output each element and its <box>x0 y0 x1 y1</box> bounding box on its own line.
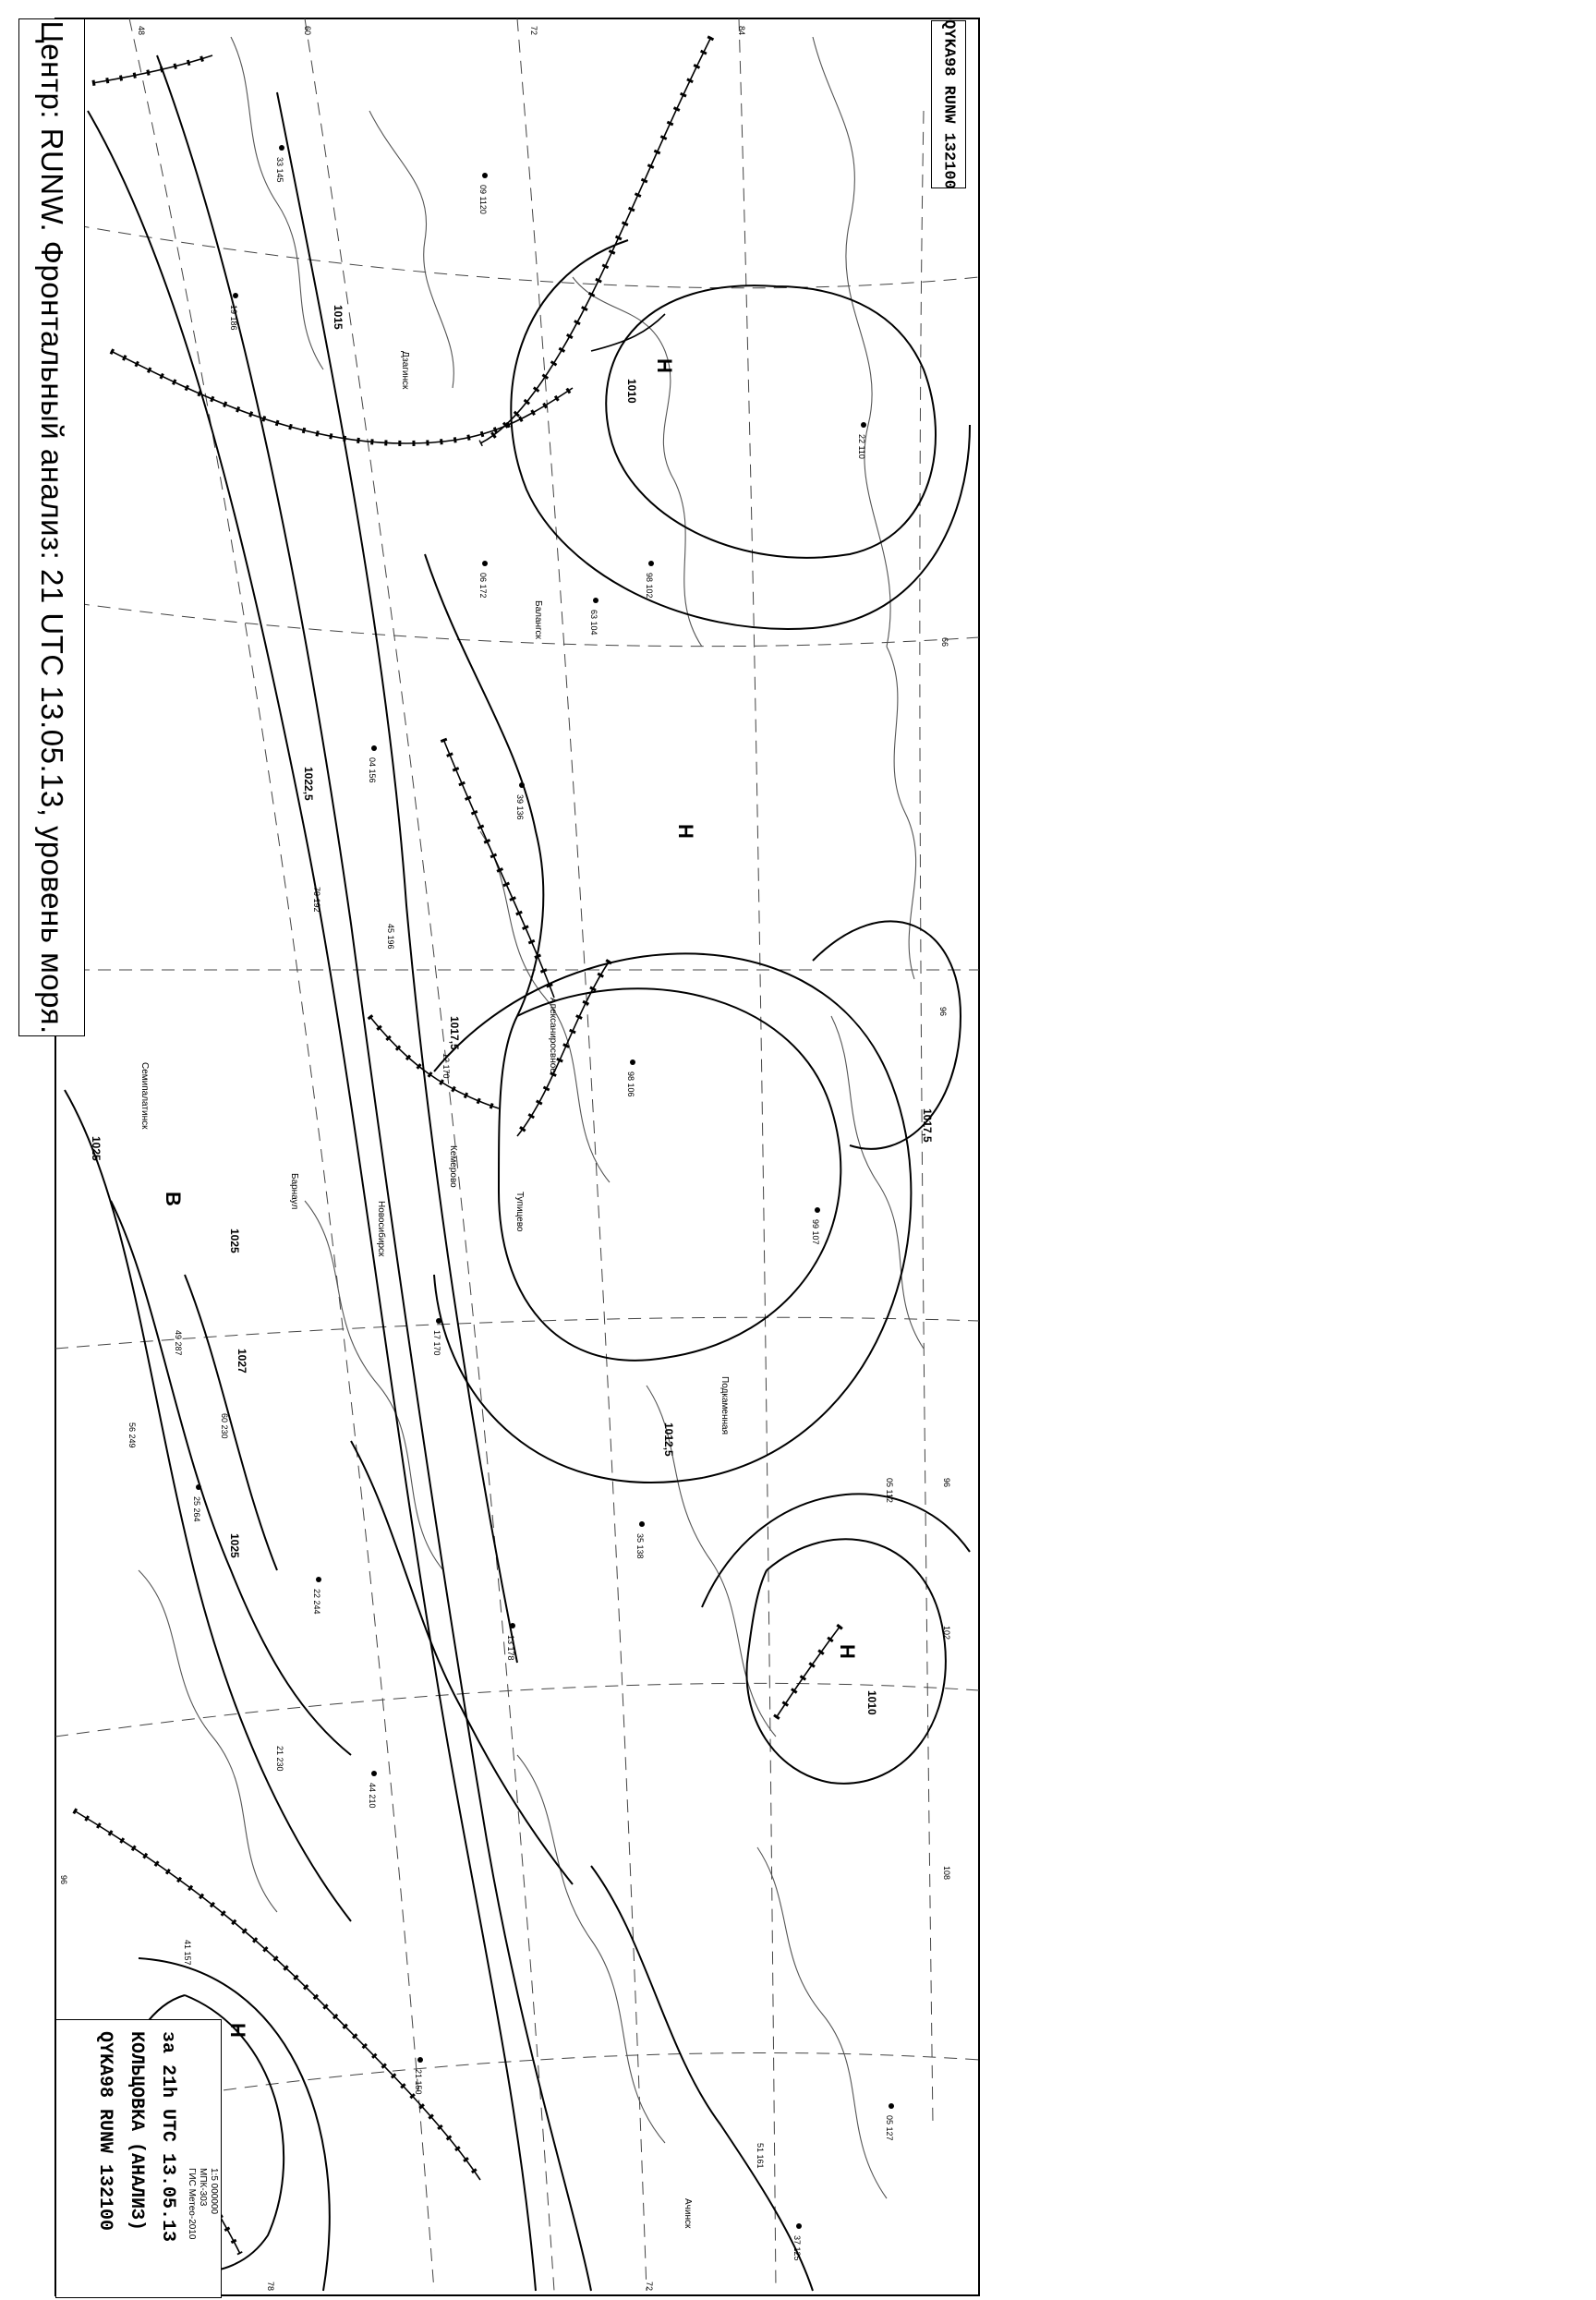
station-marker <box>233 293 238 298</box>
grid-label: 60 <box>303 26 312 36</box>
isobar-label: 1027 <box>236 1349 248 1374</box>
station-marker <box>417 2057 423 2063</box>
grid-label: 96 <box>59 1875 68 1885</box>
station-plot: 22 110 <box>857 434 866 459</box>
pressure-center-high: В <box>162 1192 185 1206</box>
station-plot: 25 264 <box>192 1496 201 1522</box>
station-marker <box>279 145 284 151</box>
pressure-center-low: Н <box>674 824 697 839</box>
station-plot: 21 230 <box>275 1746 284 1772</box>
grid-label: 48 <box>137 26 146 36</box>
city-label: Тупицево <box>514 1192 525 1232</box>
station-plot: 06 172 <box>478 573 488 599</box>
city-label: Кемерово <box>448 1145 458 1188</box>
isobar-label: 1017,5 <box>448 1016 461 1050</box>
info-format: МПК-303 <box>198 2168 208 2207</box>
station-plot: 19 186 <box>229 305 238 331</box>
station-plot: 13 178 <box>506 1635 515 1661</box>
station-plot: 37 125 <box>792 2235 802 2261</box>
pressure-center-low: Н <box>836 1644 859 1659</box>
station-marker <box>593 598 598 603</box>
info-scale: 1:5 000000 <box>209 2168 219 2215</box>
isobar-label: 1015 <box>332 305 345 330</box>
info-code: QYKA98 RUNW 132100 <box>94 2031 115 2232</box>
city-label: Балангск <box>533 600 543 639</box>
station-marker <box>371 745 377 751</box>
station-marker <box>648 561 654 566</box>
station-plot: 51 161 <box>756 2143 765 2169</box>
grid-label: 96 <box>942 1478 951 1488</box>
city-label: Ачинск <box>683 2198 693 2229</box>
station-plot: 70 192 <box>312 887 321 913</box>
isobar-label: 1025 <box>228 1229 241 1253</box>
station-marker <box>889 2103 894 2109</box>
station-plot: 60 230 <box>220 1413 229 1439</box>
city-label: Апексаниросвное <box>548 998 558 1073</box>
station-marker <box>639 1521 645 1527</box>
station-marker <box>196 1484 201 1490</box>
isobar-label: 1010 <box>625 379 638 404</box>
station-plot: 39 136 <box>515 794 525 820</box>
isobar-label: 1025 <box>90 1136 103 1161</box>
station-marker <box>316 1577 321 1582</box>
station-marker <box>519 782 525 788</box>
station-marker <box>436 1318 441 1324</box>
isobar-label: 1017,5 <box>921 1108 934 1143</box>
header-code: QYKA98 RUNW 132100 <box>939 19 958 189</box>
isobar-label: 1012,5 <box>662 1422 675 1457</box>
station-plot: 41 157 <box>183 1940 192 1966</box>
info-product: КОЛЬЦОВКА (АНАЛИЗ) <box>126 2031 147 2232</box>
pressure-center-low: Н <box>653 358 676 373</box>
city-label: Подкаменная <box>719 1376 730 1434</box>
station-plot: 49 287 <box>174 1330 183 1356</box>
info-software: ГИС Метео-2010 <box>187 2168 197 2240</box>
station-plot: 17 170 <box>432 1330 441 1356</box>
station-plot: 63 104 <box>589 610 598 636</box>
station-plot: 05 112 <box>885 1478 894 1503</box>
station-plot: 99 107 <box>811 1219 820 1245</box>
station-marker <box>482 173 488 178</box>
station-plot: 56 249 <box>127 1422 137 1448</box>
station-marker <box>815 1207 820 1213</box>
station-plot: 33 145 <box>275 157 284 183</box>
product-info-box <box>55 2019 222 2298</box>
grid-label: 72 <box>645 2282 654 2292</box>
grid-label: 108 <box>942 1866 951 1881</box>
station-plot: 98 106 <box>626 1071 635 1097</box>
station-plot: 05 127 <box>885 2115 894 2141</box>
station-marker <box>796 2223 802 2229</box>
grid-label: 102 <box>942 1626 951 1640</box>
grid-label: 72 <box>529 26 538 36</box>
map-title: Центр: RUNW. Фронтальный анализ: 21 UTC 13.05.13, уровень моря. <box>35 20 69 1035</box>
isobar-label: 1025 <box>228 1533 241 1558</box>
station-plot: 45 196 <box>386 924 395 950</box>
grid-label: 96 <box>938 1007 948 1017</box>
station-plot: 22 244 <box>312 1589 321 1615</box>
station-marker <box>510 1623 515 1628</box>
pressure-center-low: Н <box>226 2023 249 2038</box>
city-label: Новосибирск <box>376 1201 386 1257</box>
station-marker <box>630 1059 635 1065</box>
station-marker <box>482 561 488 566</box>
grid-label: 78 <box>266 2282 275 2292</box>
map-title-box <box>18 18 85 1036</box>
isobar-label: 1022,5 <box>302 767 315 801</box>
station-marker <box>371 1771 377 1776</box>
city-label: Барнаул <box>289 1173 299 1210</box>
grid-label: 66 <box>940 637 949 648</box>
info-valid-time: за 21h UTC 13.05.13 <box>157 2031 178 2243</box>
header-code-box <box>931 20 966 188</box>
isobar-label: 1010 <box>865 1690 878 1715</box>
station-plot: 04 156 <box>368 757 377 783</box>
city-label: Дзагинск <box>400 351 410 390</box>
station-plot: 12 170 <box>441 1053 451 1079</box>
grid-label: 84 <box>737 26 746 36</box>
city-label: Семипалатинск <box>139 1062 150 1130</box>
station-plot: 35 138 <box>635 1533 645 1559</box>
station-plot: 09 1120 <box>478 185 488 214</box>
station-plot: 98 102 <box>645 573 654 599</box>
station-marker <box>861 422 866 428</box>
station-plot: 21 150 <box>414 2069 423 2095</box>
station-plot: 44 210 <box>368 1783 377 1809</box>
